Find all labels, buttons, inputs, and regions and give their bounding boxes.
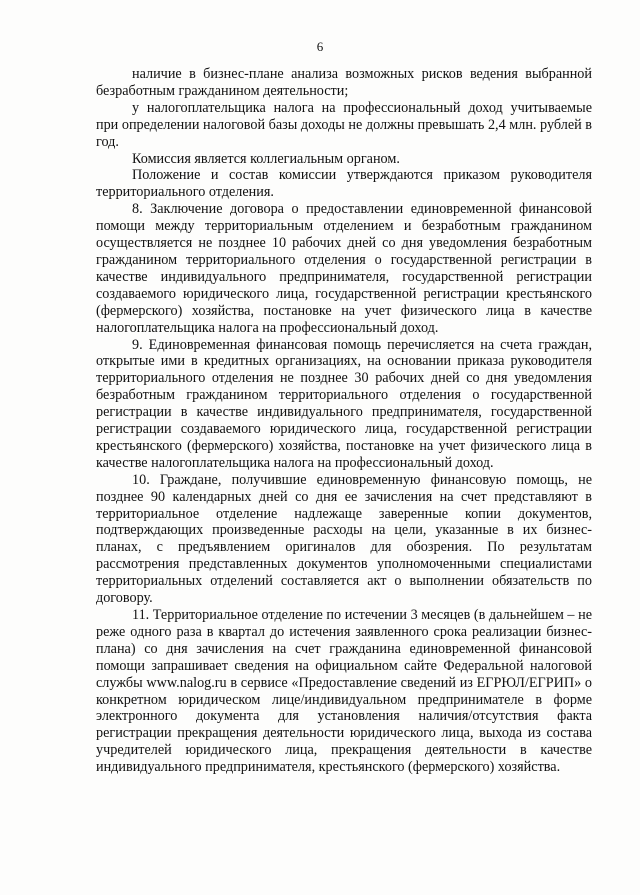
paragraph-commission-composition: Положение и состав комиссии утверждаются приказом руководителя территориального отделения. xyxy=(96,167,592,201)
paragraph-income-limit: у налогоплательщика налога на профессиональный доход учитываемые при определении налоговой базы доходы не должны превышать 2,4 млн. рублей в год. xyxy=(96,99,592,150)
paragraph-clause-10: 10. Граждане, получившие единовременную финансовую помощь, не позднее 90 календарных дней со дня ее зачисления на счет представляют в территориальное отделение надлежаще заверенные копии документов, подтверждающих произведенные расходы на цели, указанные в их бизнес-планах, с предъявлением оригиналов для обозрения. По результатам рассмотрения представленных документов уполномоченными специалистами территориальных отделений составляется акт о выполнении обязательств по договору. xyxy=(96,471,592,607)
paragraph-clause-11: 11. Территориальное отделение по истечении 3 месяцев (в дальнейшем – не реже одного раза в квартал до истечения заявленного срока реализации бизнес-плана) со дня зачисления на счет гражданина единовременной финансовой помощи запрашивает сведения на официальном сайте Федеральной налоговой службы www.nalog.ru в сервисе «Предоставление сведений из ЕГРЮЛ/ЕГРИП» о конкретном юридическом лице/индивидуальном предпринимателе в форме электронного документа для установления наличия/отсутствия факта регистрации прекращения деятельности юридического лица, выхода из состава учредителей юридического лица, прекращения деятельности в качестве индивидуального предпринимателя, крестьянского (фермерского) хозяйства. xyxy=(96,607,592,776)
paragraph-risk-analysis: наличие в бизнес-плане анализа возможных рисков ведения выбранной безработным гражданином деятельности; xyxy=(96,66,592,99)
paragraph-clause-8: 8. Заключение договора о предоставлении единовременной финансовой помощи между территориальным отделением и безработным гражданином осуществляется не позднее 10 рабочих дней со дня уведомления безработным гражданином территориального отделения о государственной регистрации в качестве индивидуального предпринимателя, государственной регистрации создаваемого юридического лица, государственной регистрации крестьянского (фермерского) хозяйства, постановке на учет физического лица в качестве налогоплательщика налога на профессиональный доход. xyxy=(96,201,592,336)
paragraph-clause-9: 9. Единовременная финансовая помощь перечисляется на счета граждан, открытые ими в кредитных организациях, на основании приказа руководителя территориального отделения не позднее 30 рабочих дней со дня уведомления безработным гражданином территориального отделения о государственной регистрации в качестве индивидуального предпринимателя, государственной регистрации создаваемого юридического лица, государственной регистрации крестьянского (фермерского) хозяйства, постановке на учет физического лица в качестве налогоплательщика налога на профессиональный доход. xyxy=(96,336,592,471)
paragraph-commission: Комиссия является коллегиальным органом. xyxy=(132,150,400,167)
document-body xyxy=(96,66,592,776)
page-number: 6 xyxy=(316,39,324,54)
